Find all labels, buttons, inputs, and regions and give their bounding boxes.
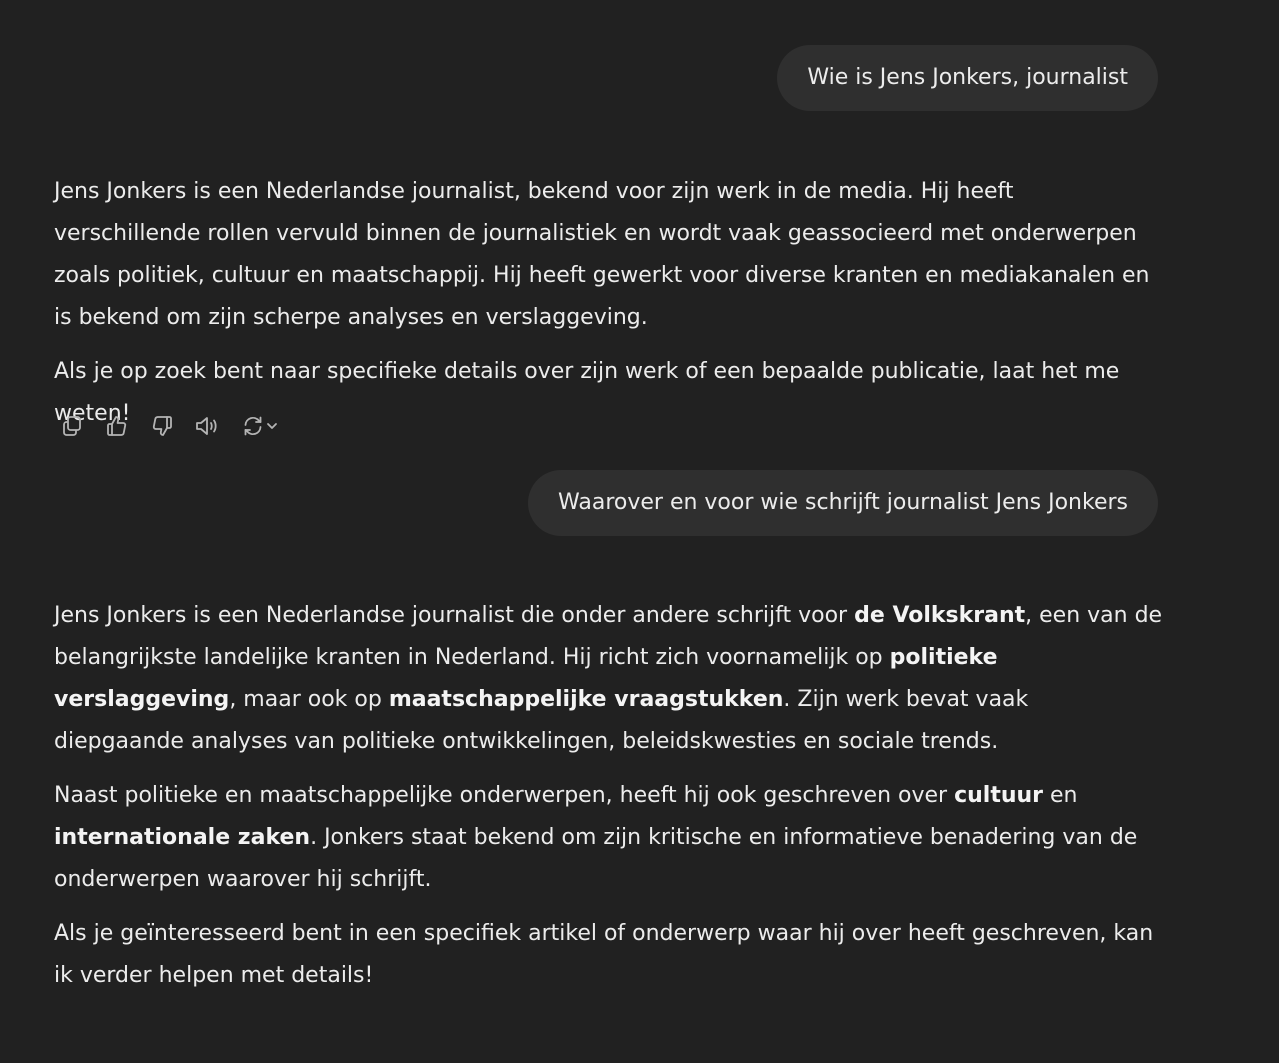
text-segment: , een van de belangrijkste landelijke kranten in Nederland. Hij richt zich voornamelijk op — [54, 603, 1163, 670]
assistant-paragraph — [54, 171, 1164, 339]
user-message: Waarover en voor wie schrijft journalist Jens Jonkers — [528, 470, 1158, 536]
thumbs-up-icon — [105, 414, 129, 438]
assistant-message — [54, 595, 1164, 1009]
text-segment: Jens Jonkers is een Nederlandse journalist, bekend voor zijn werk in de media. Hij heeft verschillende rollen vervuld binnen de journalistiek en wordt vaak geassocieerd met onderwerpen zoals politiek, cultuur en maatschappij. Hij heeft gewerkt voor diverse kranten en mediakanalen en is bekend om zijn scherpe analyses en verslaggeving. — [54, 179, 1150, 330]
regenerate-button[interactable] — [234, 408, 286, 444]
bold-text: cultuur — [954, 783, 1044, 808]
copy-icon — [60, 414, 84, 438]
text-segment: Als je geïnteresseerd bent in een specifiek artikel of onderwerp waar hij over heeft geschreven, kan ik verder helpen met details! — [54, 921, 1154, 988]
assistant-paragraph — [54, 775, 1164, 901]
copy-button[interactable] — [54, 408, 90, 444]
bold-text: politieke verslaggeving — [54, 645, 998, 712]
thumbs-down-icon — [150, 414, 174, 438]
assistant-paragraph — [54, 913, 1164, 997]
bold-text: internationale zaken — [54, 825, 311, 850]
text-segment: en — [1043, 783, 1078, 808]
text-segment: Naast politieke en maatschappelijke onderwerpen, heeft hij ook geschreven over — [54, 783, 955, 808]
read-aloud-button[interactable] — [189, 408, 225, 444]
regenerate-icon — [241, 414, 265, 438]
bad-response-button[interactable] — [144, 408, 180, 444]
bold-text: maatschappelijke vraagstukken — [388, 687, 784, 712]
text-segment: Als je op zoek bent naar specifieke details over zijn werk of een bepaalde publicatie, laat het me weten! — [54, 359, 1120, 426]
good-response-button[interactable] — [99, 408, 135, 444]
user-message: Wie is Jens Jonkers, journalist — [777, 45, 1158, 111]
read-aloud-icon — [194, 414, 220, 438]
text-segment: Jens Jonkers is een Nederlandse journalist die onder andere schrijft voor — [54, 603, 855, 628]
text-segment: . Zijn werk bevat vaak diepgaande analyses van politieke ontwikkelingen, beleidskwesties en sociale trends. — [54, 687, 1029, 754]
message-action-bar — [54, 408, 286, 444]
assistant-message — [54, 171, 1164, 447]
assistant-paragraph — [54, 595, 1164, 763]
chevron-down-icon — [265, 419, 279, 433]
text-segment: . Jonkers staat bekend om zijn kritische en informatieve benadering van de onderwerpen waarover hij schrijft. — [54, 825, 1138, 892]
bold-text: de Volkskrant — [854, 603, 1026, 628]
text-segment: , maar ook op — [229, 687, 389, 712]
